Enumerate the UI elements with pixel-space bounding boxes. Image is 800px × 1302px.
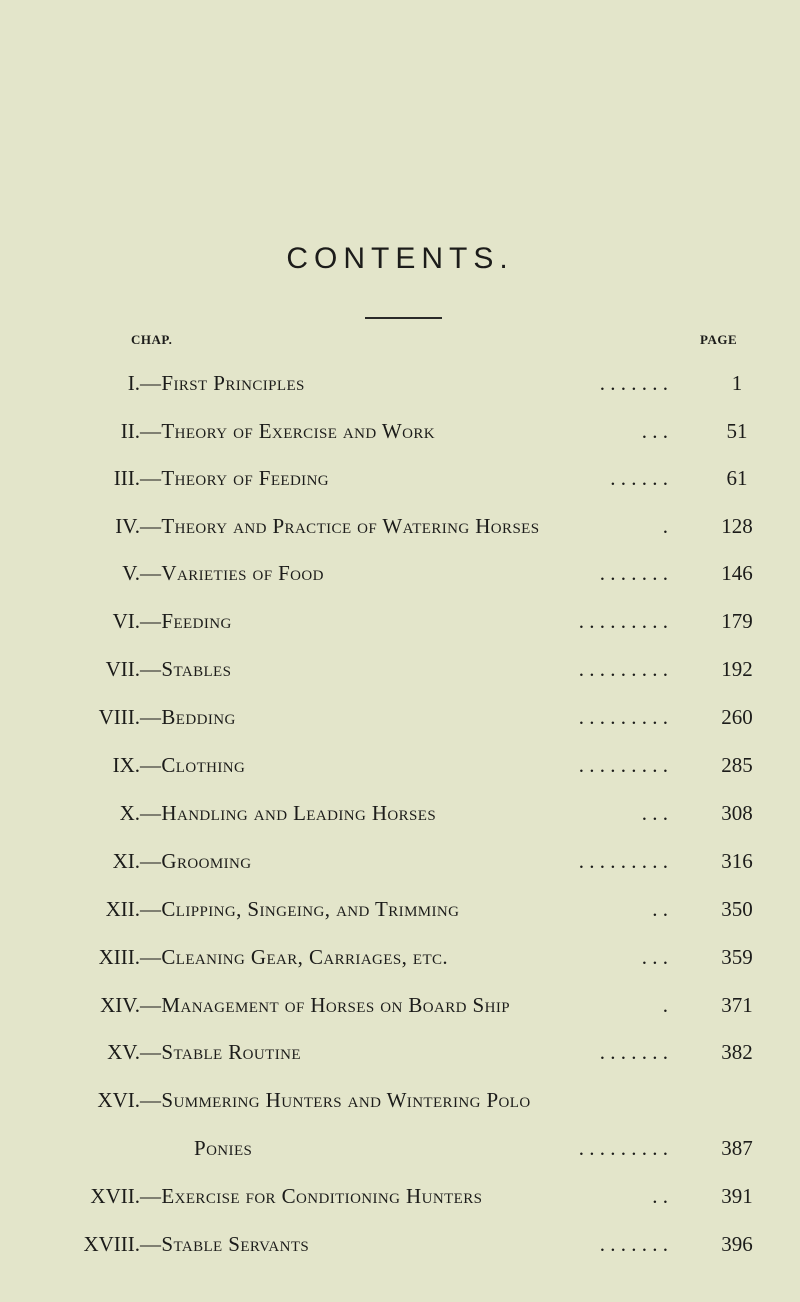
page-number: 387 xyxy=(721,1136,753,1160)
page-number: 179 xyxy=(721,609,753,633)
chapter-title: Ponies xyxy=(194,1136,253,1160)
chapter-number: IV. xyxy=(115,514,140,538)
chapter-title: —Feeding xyxy=(140,609,232,633)
page-number: 128 xyxy=(721,514,753,538)
toc-entry xyxy=(0,702,800,732)
toc-entry xyxy=(0,606,800,636)
page-number: 146 xyxy=(721,561,753,585)
page-number: 350 xyxy=(721,897,753,921)
chapter-column-header: CHAP. xyxy=(131,332,173,347)
leader-dots: . . . . . . . . . xyxy=(578,657,668,681)
chapter-number: IX. xyxy=(112,753,140,777)
chapter-title: —Theory and Practice of Watering Horses xyxy=(140,514,540,538)
page-number: 359 xyxy=(721,945,753,969)
page-number: 396 xyxy=(721,1232,753,1256)
toc-entry xyxy=(0,1085,800,1115)
chapter-number: V. xyxy=(122,561,140,585)
page-number: 61 xyxy=(726,466,748,490)
leader-dots: . . . . . . . xyxy=(599,1040,668,1064)
page-number: 382 xyxy=(721,1040,753,1064)
toc-entry xyxy=(0,558,800,588)
chapter-number: XIII. xyxy=(98,945,140,969)
leader-dots: . . . . . . . xyxy=(599,1232,668,1256)
leader-dots: . xyxy=(662,514,668,538)
toc-entry xyxy=(0,750,800,780)
toc-entry xyxy=(0,1229,800,1259)
toc-entry xyxy=(0,846,800,876)
toc-entry xyxy=(0,894,800,924)
leader-dots: . xyxy=(662,993,668,1017)
chapter-title: —Theory of Exercise and Work xyxy=(140,419,435,443)
page-title: CONTENTS. xyxy=(286,242,514,275)
chapter-title: —Cleaning Gear, Carriages, etc. xyxy=(140,945,449,969)
toc-entry xyxy=(0,511,800,541)
chapter-number: XVIII. xyxy=(83,1232,140,1256)
toc-entry xyxy=(0,1037,800,1067)
toc-entry xyxy=(0,942,800,972)
leader-dots: . . . . . . xyxy=(610,466,668,490)
chapter-number: XI. xyxy=(112,849,140,873)
chapter-title: —Varieties of Food xyxy=(140,561,324,585)
chapter-title: —Summering Hunters and Wintering Polo xyxy=(140,1088,531,1112)
leader-dots: . . . . . . . . . xyxy=(578,753,668,777)
chapter-title: —Theory of Feeding xyxy=(140,466,330,490)
chapter-title: —Stable Servants xyxy=(140,1232,310,1256)
leader-dots: . . . . . . . xyxy=(599,561,668,585)
leader-dots: . . . . . . . . . xyxy=(578,1136,668,1160)
page-number: 285 xyxy=(721,753,753,777)
chapter-title: —Stables xyxy=(140,657,232,681)
chapter-number: VI. xyxy=(112,609,140,633)
leader-dots: . . . xyxy=(641,801,668,825)
chapter-number: III. xyxy=(113,466,140,490)
page-number: 260 xyxy=(721,705,753,729)
leader-dots: . . . xyxy=(641,945,668,969)
chapter-title: —Handling and Leading Horses xyxy=(140,801,437,825)
page-column-header: PAGE xyxy=(700,332,738,347)
chapter-number: XV. xyxy=(107,1040,140,1064)
chapter-number: X. xyxy=(119,801,140,825)
chapter-number: VII. xyxy=(105,657,140,681)
toc-entry xyxy=(0,990,800,1020)
toc-entry xyxy=(0,463,800,493)
toc-entry xyxy=(0,416,800,446)
leader-dots: . . xyxy=(652,1184,668,1208)
toc-entry xyxy=(0,654,800,684)
page-number: 308 xyxy=(721,801,753,825)
page-number: 371 xyxy=(721,993,753,1017)
chapter-number: II. xyxy=(120,419,140,443)
chapter-title: —Stable Routine xyxy=(140,1040,301,1064)
toc-entry xyxy=(0,1133,800,1163)
chapter-number: XVI. xyxy=(97,1088,140,1112)
toc-entry xyxy=(0,798,800,828)
chapter-number: XVII. xyxy=(90,1184,140,1208)
leader-dots: . . . . . . . . . xyxy=(578,705,668,729)
page-number: 391 xyxy=(721,1184,753,1208)
leader-dots: . . xyxy=(652,897,668,921)
toc-entry xyxy=(0,368,800,398)
page-number: 1 xyxy=(731,371,743,395)
leader-dots: . . . . . . . . . xyxy=(578,609,668,633)
chapter-title: —First Principles xyxy=(140,371,305,395)
chapter-number: VIII. xyxy=(98,705,140,729)
leader-dots: . . . xyxy=(641,419,668,443)
page-number: 316 xyxy=(721,849,753,873)
page-number: 51 xyxy=(726,419,748,443)
page-number: 192 xyxy=(721,657,753,681)
title-rule xyxy=(365,317,442,319)
chapter-title: —Clipping, Singeing, and Trimming xyxy=(140,897,460,921)
chapter-number: XIV. xyxy=(100,993,140,1017)
chapter-title: —Clothing xyxy=(140,753,246,777)
chapter-title: —Exercise for Conditioning Hunters xyxy=(140,1184,483,1208)
chapter-number: I. xyxy=(127,371,140,395)
leader-dots: . . . . . . . . . xyxy=(578,849,668,873)
chapter-number: XII. xyxy=(105,897,140,921)
chapter-title: —Bedding xyxy=(140,705,236,729)
toc-entry xyxy=(0,1181,800,1211)
chapter-title: —Grooming xyxy=(140,849,252,873)
leader-dots: . . . . . . . xyxy=(599,371,668,395)
chapter-title: —Management of Horses on Board Ship xyxy=(140,993,510,1017)
